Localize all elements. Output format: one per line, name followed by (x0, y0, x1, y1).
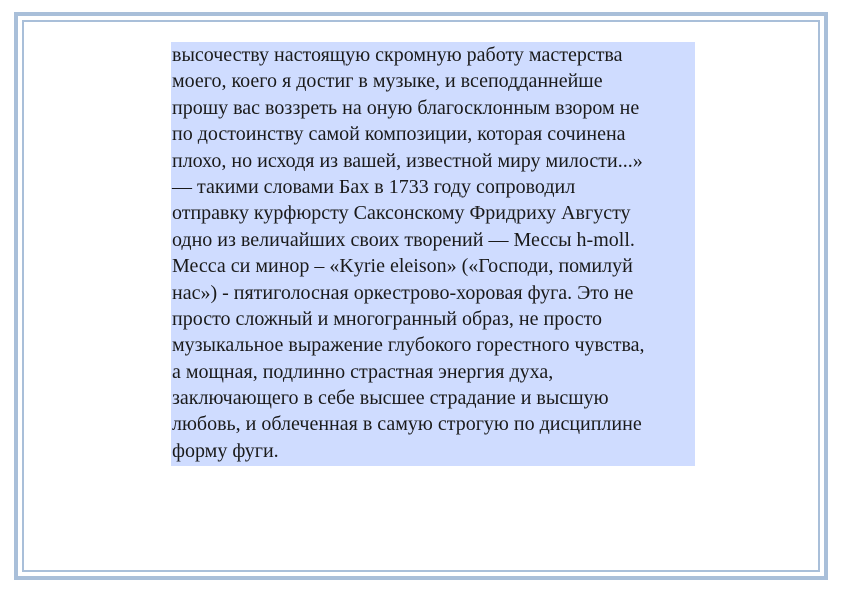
text-line: отправку курфюрсту Саксонскому Фридриху Августу (172, 202, 631, 225)
text-line: одно из величайших своих творений — Мессы h-moll. (172, 228, 635, 251)
text-line: Месса си минор – «Kyrie eleison» («Господи, помилуй (172, 255, 633, 278)
text-line: по достоинству самой композиции, которая сочинена (172, 123, 626, 146)
text-line: плохо, но исходя из вашей, известной миру милости...» (172, 149, 643, 172)
text-line: — такими словами Бах в 1733 году сопроводил (172, 175, 576, 198)
text-line: высочеству настоящую скромную работу мастерства (172, 44, 623, 66)
text-box (171, 42, 695, 466)
text-line: нас») - пятиголосная оркестрово-хоровая фуга. Это не (172, 281, 634, 304)
text-line: а мощная, подлинно страстная энергия духа, (172, 360, 554, 383)
body-text (172, 42, 691, 464)
text-line: прошу вас воззреть на оную благосклонным взором не (172, 96, 640, 119)
text-line: любовь, и облеченная в самую строгую по дисциплине (172, 413, 642, 436)
text-line: форму фуги. (172, 439, 279, 462)
text-line: просто сложный и многогранный образ, не просто (172, 307, 603, 330)
text-line: заключающего в себе высшее страдание и высшую (172, 387, 609, 410)
text-line: моего, коего я достиг в музыке, и всеподданнейше (172, 70, 603, 93)
text-line: музыкальное выражение глубокого горестного чувства, (172, 334, 645, 357)
